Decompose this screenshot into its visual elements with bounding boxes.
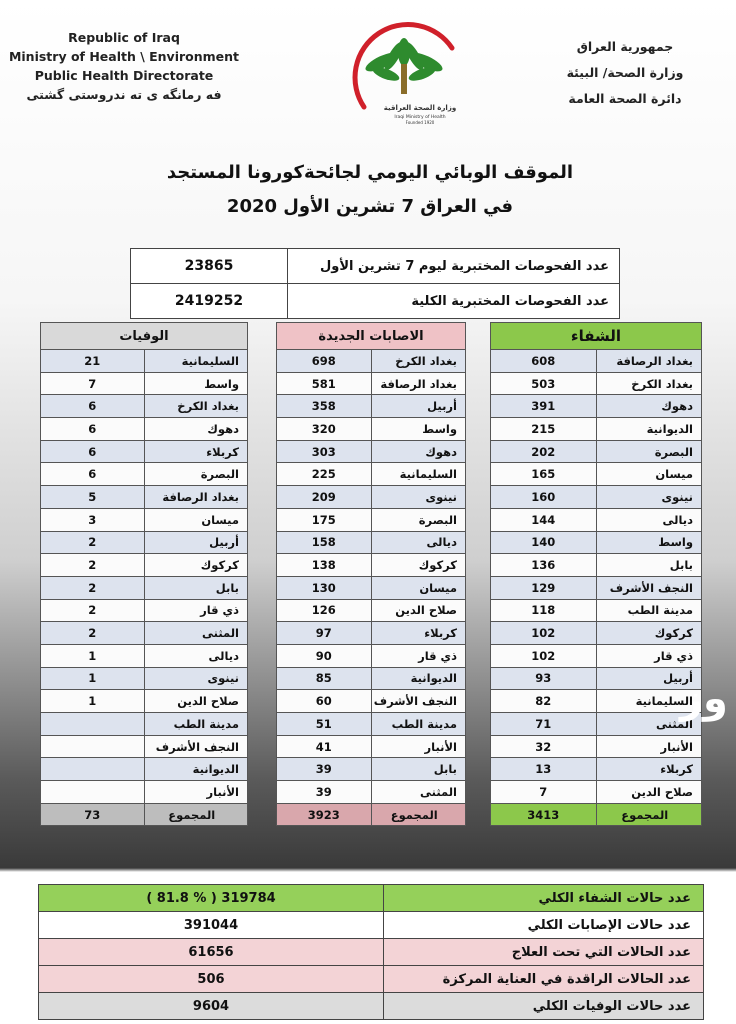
table-row <box>277 690 466 713</box>
summary-row <box>39 912 704 939</box>
row-governorate: بغداد الكرخ <box>144 395 248 418</box>
row-value: 202 <box>491 440 597 463</box>
table-row <box>41 713 248 736</box>
row-governorate: دهوك <box>596 395 702 418</box>
table-row <box>41 440 248 463</box>
watermark: وز <box>680 676 728 722</box>
table-row <box>491 508 702 531</box>
row-value: 7 <box>41 372 145 395</box>
table-row <box>277 418 466 441</box>
row-value: 303 <box>277 440 372 463</box>
row-value: 82 <box>491 690 597 713</box>
summary-value: 506 <box>39 966 384 993</box>
row-value: 175 <box>277 508 372 531</box>
table-row <box>41 781 248 804</box>
row-governorate: نينوى <box>371 486 466 509</box>
row-governorate: السليمانية <box>371 463 466 486</box>
row-value: 6 <box>41 418 145 441</box>
row-governorate: صلاح الدين <box>371 599 466 622</box>
logo-founded-text: Founded 1920 <box>405 120 435 125</box>
row-governorate: ذي قار <box>144 599 248 622</box>
row-value: 209 <box>277 486 372 509</box>
row-governorate: الديوانية <box>371 667 466 690</box>
table-row <box>491 440 702 463</box>
row-value: 144 <box>491 508 597 531</box>
row-value: 698 <box>277 350 372 373</box>
table-row <box>41 372 248 395</box>
summary-label: عدد حالات الشفاء الكلي <box>384 885 704 912</box>
table-row <box>277 350 466 373</box>
table-row <box>491 622 702 645</box>
total-tests-value: 2419252 <box>131 284 288 319</box>
row-value: 102 <box>491 622 597 645</box>
total-value: 73 <box>41 803 145 826</box>
row-value: 391 <box>491 395 597 418</box>
total-tests-row <box>131 284 620 319</box>
header-directorate: Public Health Directorate <box>34 68 214 83</box>
recoveries-header-row <box>491 323 702 350</box>
table-row <box>277 440 466 463</box>
total-row <box>41 803 248 826</box>
row-governorate: نينوى <box>596 486 702 509</box>
table-row <box>491 735 702 758</box>
row-governorate: كركوك <box>144 554 248 577</box>
table-row <box>277 576 466 599</box>
row-governorate: البصرة <box>596 440 702 463</box>
row-governorate: النجف الأشرف <box>371 690 466 713</box>
row-governorate: بغداد الكرخ <box>596 372 702 395</box>
total-tests-label: عدد الفحوصات المختبرية الكلية <box>288 284 620 319</box>
lab-tests-table <box>130 248 620 319</box>
row-governorate: بغداد الكرخ <box>371 350 466 373</box>
table-row <box>491 531 702 554</box>
table-row <box>41 599 248 622</box>
table-row <box>491 644 702 667</box>
cases-header: الاصابات الجديدة <box>277 323 466 350</box>
row-governorate: واسط <box>596 531 702 554</box>
row-value: 51 <box>277 713 372 736</box>
total-row <box>491 803 702 826</box>
row-value: 136 <box>491 554 597 577</box>
title-line-2: في العراق 7 تشرين الأول 2020 <box>226 196 514 217</box>
summary-value: 391044 <box>39 912 384 939</box>
header-ministry: Ministry of Health \ Environment <box>8 49 240 64</box>
summary-label: عدد حالات الإصابات الكلي <box>384 912 704 939</box>
row-value: 1 <box>41 690 145 713</box>
table-row <box>277 463 466 486</box>
row-governorate: أربيل <box>596 667 702 690</box>
row-governorate: البصرة <box>144 463 248 486</box>
table-row <box>41 735 248 758</box>
ministry-logo <box>334 12 474 137</box>
table-row <box>41 576 248 599</box>
header-republic-ar: جمهورية العراق <box>576 39 674 54</box>
english-header <box>8 28 240 104</box>
row-governorate: مدينة الطب <box>596 599 702 622</box>
total-row <box>277 803 466 826</box>
row-value <box>41 713 145 736</box>
row-value: 41 <box>277 735 372 758</box>
totals-summary-table <box>38 884 704 1020</box>
row-governorate: ميسان <box>596 463 702 486</box>
row-value: 2 <box>41 554 145 577</box>
recoveries-header: الشفاء <box>491 323 702 350</box>
row-value: 85 <box>277 667 372 690</box>
row-governorate: الأنبار <box>596 735 702 758</box>
table-row <box>491 690 702 713</box>
row-governorate: واسط <box>371 418 466 441</box>
logo-arabic-text: وزارة الصحة العراقية <box>383 104 457 112</box>
table-row <box>491 758 702 781</box>
row-value: 90 <box>277 644 372 667</box>
table-row <box>491 599 702 622</box>
row-governorate: صلاح الدين <box>596 781 702 804</box>
row-governorate: أربيل <box>144 531 248 554</box>
table-row <box>491 554 702 577</box>
table-row <box>491 418 702 441</box>
row-governorate: المثنى <box>371 781 466 804</box>
row-value: 21 <box>41 350 145 373</box>
row-value: 165 <box>491 463 597 486</box>
row-value: 97 <box>277 622 372 645</box>
row-value: 2 <box>41 599 145 622</box>
row-governorate: الأنبار <box>371 735 466 758</box>
table-row <box>41 554 248 577</box>
row-value: 7 <box>491 781 597 804</box>
row-governorate: نينوى <box>144 667 248 690</box>
row-value: 608 <box>491 350 597 373</box>
table-row <box>277 554 466 577</box>
row-governorate: بابل <box>144 576 248 599</box>
row-value: 581 <box>277 372 372 395</box>
new-cases-table <box>276 322 466 826</box>
row-value: 320 <box>277 418 372 441</box>
header-kurdish: فه رمانگه ى ته ندروستى گشتى <box>26 87 222 102</box>
row-value: 3 <box>41 508 145 531</box>
table-row <box>277 531 466 554</box>
table-row <box>491 463 702 486</box>
table-row <box>277 735 466 758</box>
row-value: 5 <box>41 486 145 509</box>
table-row <box>41 531 248 554</box>
table-row <box>491 372 702 395</box>
title-line-1: الموقف الوبائي اليومي لجائحةكورونا المستجد <box>166 162 574 183</box>
row-value: 13 <box>491 758 597 781</box>
row-governorate: البصرة <box>371 508 466 531</box>
table-row <box>277 758 466 781</box>
cases-header-row <box>277 323 466 350</box>
row-value: 140 <box>491 531 597 554</box>
row-governorate: دهوك <box>371 440 466 463</box>
daily-tests-row <box>131 249 620 284</box>
row-governorate: ديالى <box>144 644 248 667</box>
row-value: 129 <box>491 576 597 599</box>
summary-row <box>39 939 704 966</box>
row-governorate: مدينة الطب <box>371 713 466 736</box>
table-row <box>41 622 248 645</box>
row-governorate: مدينة الطب <box>144 713 248 736</box>
table-row <box>41 644 248 667</box>
row-value: 1 <box>41 644 145 667</box>
header-republic: Republic of Iraq <box>68 30 180 45</box>
table-row <box>277 622 466 645</box>
row-governorate: بغداد الرصافة <box>144 486 248 509</box>
total-label: المجموع <box>371 803 466 826</box>
row-governorate: النجف الأشرف <box>144 735 248 758</box>
summary-label: عدد الحالات الراقدة في العناية المركزة <box>384 966 704 993</box>
table-row <box>277 713 466 736</box>
row-governorate: كربلاء <box>371 622 466 645</box>
row-value <box>41 758 145 781</box>
row-value: 6 <box>41 463 145 486</box>
row-value: 503 <box>491 372 597 395</box>
total-label: المجموع <box>596 803 702 826</box>
row-value: 39 <box>277 781 372 804</box>
table-row <box>277 372 466 395</box>
table-row <box>277 644 466 667</box>
table-row <box>41 463 248 486</box>
row-governorate: ميسان <box>371 576 466 599</box>
row-governorate: السليمانية <box>596 690 702 713</box>
table-row <box>491 781 702 804</box>
row-value: 93 <box>491 667 597 690</box>
row-value: 160 <box>491 486 597 509</box>
logo-english-text: Iraqi Ministry of Health <box>394 115 446 120</box>
row-value: 60 <box>277 690 372 713</box>
row-governorate: كركوك <box>371 554 466 577</box>
row-governorate: بابل <box>596 554 702 577</box>
header-ministry-ar: وزارة الصحة/ البيئة <box>566 65 684 80</box>
row-value: 126 <box>277 599 372 622</box>
row-governorate: المثنى <box>144 622 248 645</box>
row-value: 2 <box>41 622 145 645</box>
table-row <box>277 667 466 690</box>
row-value: 130 <box>277 576 372 599</box>
table-row <box>491 395 702 418</box>
table-row <box>491 667 702 690</box>
report-title <box>150 156 590 224</box>
summary-label: عدد الحالات التي تحت العلاج <box>384 939 704 966</box>
table-row <box>277 781 466 804</box>
table-row <box>41 486 248 509</box>
table-row <box>277 486 466 509</box>
row-governorate: الديوانية <box>144 758 248 781</box>
total-value: 3413 <box>491 803 597 826</box>
summary-row <box>39 885 704 912</box>
row-governorate: الأنبار <box>144 781 248 804</box>
row-governorate: ذي قار <box>596 644 702 667</box>
row-value: 6 <box>41 440 145 463</box>
row-value: 102 <box>491 644 597 667</box>
table-row <box>41 508 248 531</box>
row-value: 358 <box>277 395 372 418</box>
table-row <box>41 758 248 781</box>
row-value: 39 <box>277 758 372 781</box>
summary-row <box>39 966 704 993</box>
table-row <box>41 350 248 373</box>
daily-tests-value: 23865 <box>131 249 288 284</box>
deaths-table <box>40 322 248 826</box>
row-governorate: الديوانية <box>596 418 702 441</box>
row-value: 32 <box>491 735 597 758</box>
summary-label: عدد حالات الوفيات الكلي <box>384 993 704 1020</box>
row-governorate: السليمانية <box>144 350 248 373</box>
row-value: 118 <box>491 599 597 622</box>
row-value <box>41 735 145 758</box>
table-row <box>41 690 248 713</box>
row-governorate: كربلاء <box>596 758 702 781</box>
recoveries-table <box>490 322 702 826</box>
table-row <box>277 395 466 418</box>
header-directorate-ar: دائرة الصحة العامة <box>568 91 682 106</box>
row-governorate: كربلاء <box>144 440 248 463</box>
row-governorate: بغداد الرصافة <box>371 372 466 395</box>
row-value: 71 <box>491 713 597 736</box>
row-value: 158 <box>277 531 372 554</box>
table-row <box>491 576 702 599</box>
row-governorate: بابل <box>371 758 466 781</box>
row-governorate: أربيل <box>371 395 466 418</box>
summary-row <box>39 993 704 1020</box>
summary-value: ( 81.8 % ) 319784 <box>39 885 384 912</box>
row-value: 2 <box>41 576 145 599</box>
summary-value: 61656 <box>39 939 384 966</box>
row-value: 138 <box>277 554 372 577</box>
arabic-header <box>540 34 710 112</box>
row-value: 215 <box>491 418 597 441</box>
row-governorate: ديالى <box>371 531 466 554</box>
row-value <box>41 781 145 804</box>
row-governorate: ميسان <box>144 508 248 531</box>
row-governorate: ديالى <box>596 508 702 531</box>
row-governorate: صلاح الدين <box>144 690 248 713</box>
daily-tests-label: عدد الفحوصات المختبرية ليوم 7 تشرين الأول <box>288 249 620 284</box>
table-row <box>491 350 702 373</box>
table-row <box>491 713 702 736</box>
row-governorate: بغداد الرصافة <box>596 350 702 373</box>
table-row <box>41 395 248 418</box>
summary-value: 9604 <box>39 993 384 1020</box>
row-governorate: ذي قار <box>371 644 466 667</box>
row-governorate: النجف الأشرف <box>596 576 702 599</box>
row-value: 225 <box>277 463 372 486</box>
total-label: المجموع <box>144 803 248 826</box>
row-value: 6 <box>41 395 145 418</box>
table-row <box>41 667 248 690</box>
row-governorate: المثنى <box>596 713 702 736</box>
row-governorate: واسط <box>144 372 248 395</box>
table-row <box>41 418 248 441</box>
row-value: 1 <box>41 667 145 690</box>
row-governorate: دهوك <box>144 418 248 441</box>
row-value: 2 <box>41 531 145 554</box>
table-row <box>277 599 466 622</box>
table-row <box>491 486 702 509</box>
total-value: 3923 <box>277 803 372 826</box>
table-row <box>277 508 466 531</box>
row-governorate: كركوك <box>596 622 702 645</box>
deaths-header: الوفيات <box>41 323 248 350</box>
deaths-header-row <box>41 323 248 350</box>
